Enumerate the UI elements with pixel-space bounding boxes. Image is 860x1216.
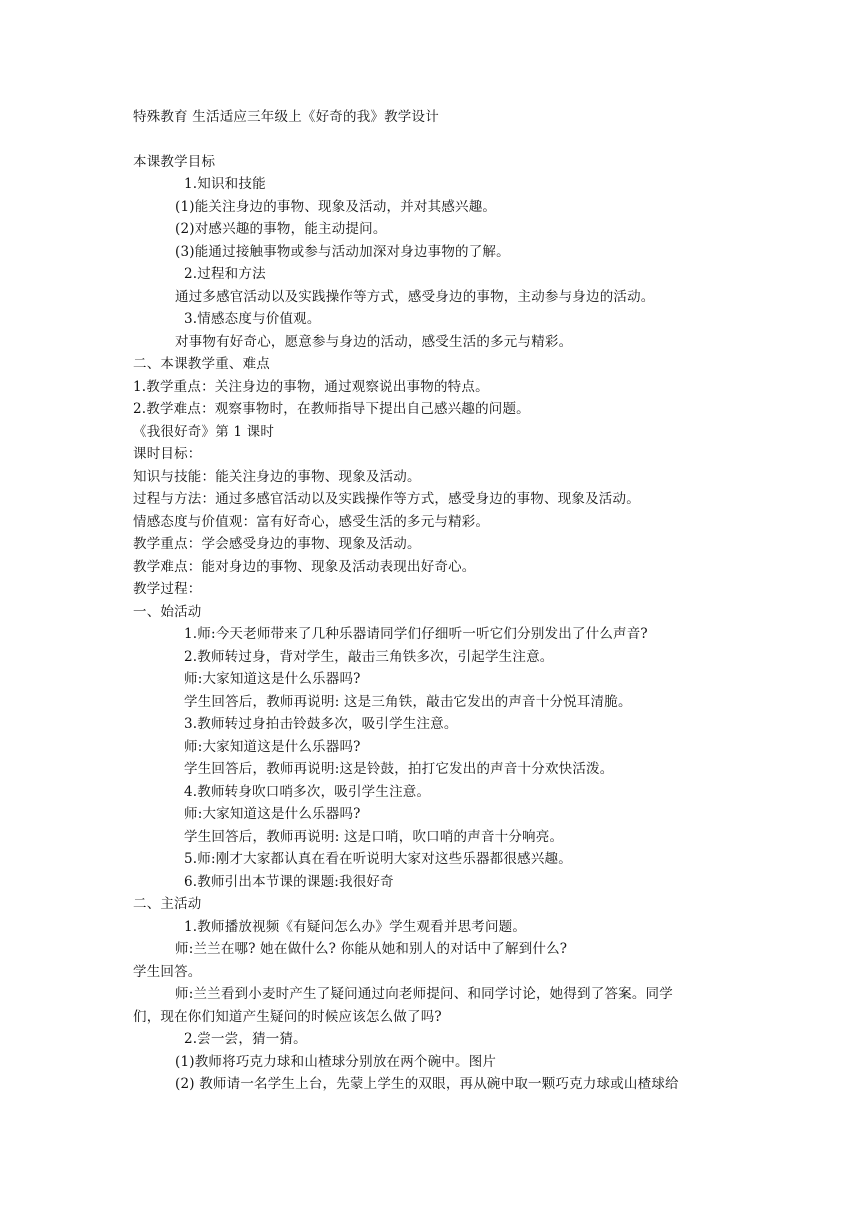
text-line: 3.教师转过身拍击铃鼓多次，吸引学生注意。 xyxy=(184,716,458,732)
text-line: 师:兰兰看到小麦时产生了疑问通过向老师提问、和同学讨论，她得到了答案。同学 xyxy=(175,986,673,1002)
text-line: 教学重点：学会感受身边的事物、现象及活动。 xyxy=(133,536,421,552)
text-line: 通过多感官活动以及实践操作等方式，感受身边的事物，主动参与身边的活动。 xyxy=(175,289,655,305)
text-line: 1.师:今天老师带来了几种乐器请同学们仔细听一听它们分别发出了什么声音? xyxy=(184,626,648,642)
text-line: (2) 教师请一名学生上台，先蒙上学生的双眼，再从碗中取一颗巧克力球或山楂球给 xyxy=(175,1076,679,1092)
text-line: 6.教师引出本节课的课题:我很好奇 xyxy=(184,874,394,890)
text-line: 情感态度与价值观：富有好奇心，感受生活的多元与精彩。 xyxy=(133,514,490,530)
text-line: 5.师:刚才大家都认真在看在听说明大家对这些乐器都很感兴趣。 xyxy=(184,851,572,867)
text-line: 2.尝一尝，猜一猜。 xyxy=(184,1031,307,1047)
text-line: 2.教学难点：观察事物时，在教师指导下提出自己感兴趣的问题。 xyxy=(133,401,530,417)
text-line: 过程与方法：通过多感官活动以及实践操作等方式，感受身边的事物、现象及活动。 xyxy=(133,491,640,507)
text-line: (1)教师将巧克力球和山楂球分别放在两个碗中。图片 xyxy=(175,1054,497,1070)
subsection-heading: 3.情感态度与价值观。 xyxy=(184,311,321,327)
lesson-heading: 《我很好奇》第 1 课时 xyxy=(133,424,275,440)
text-line: 4.教师转身吹口哨多次，吸引学生注意。 xyxy=(184,784,431,800)
text-line: 们，现在你们知道产生疑问的时候应该怎么做了吗? xyxy=(133,1009,442,1025)
text-line: 教学难点：能对身边的事物、现象及活动表现出好奇心。 xyxy=(133,559,476,575)
text-line: (1)能关注身边的事物、现象及活动，并对其感兴趣。 xyxy=(175,199,497,215)
text-line: 师:大家知道这是什么乐器吗? xyxy=(184,739,361,755)
text-line: 学生回答后，教师再说明: 这是口哨，吹口哨的声音十分响亮。 xyxy=(184,829,564,845)
text-line: 师:大家知道这是什么乐器吗? xyxy=(184,671,361,687)
text-line: (2)对感兴趣的事物，能主动提问。 xyxy=(175,221,387,237)
text-line: 1.教师播放视频《有疑问怎么办》学生观看并思考问题。 xyxy=(184,919,527,935)
text-line: (3)能通过接触事物或参与活动加深对身边事物的了解。 xyxy=(175,244,510,260)
section-heading: 二、本课教学重、难点 xyxy=(133,356,270,372)
text-line: 教学过程： xyxy=(133,581,202,597)
section-heading: 二、主活动 xyxy=(133,896,202,912)
text-line: 学生回答后，教师再说明: 这是三角铁，敲击它发出的声音十分悦耳清脆。 xyxy=(184,694,632,710)
section-heading: 本课教学目标 xyxy=(133,154,216,170)
text-line: 知识与技能：能关注身边的事物、现象及活动。 xyxy=(133,469,421,485)
subsection-heading: 1.知识和技能 xyxy=(184,176,266,192)
text-line: 学生回答。 xyxy=(133,964,202,980)
text-line: 学生回答后，教师再说明:这是铃鼓，拍打它发出的声音十分欢快活泼。 xyxy=(184,761,614,777)
document-title: 特殊教育 生活适应三年级上《好奇的我》教学设计 xyxy=(133,109,439,125)
text-line: 2.教师转过身，背对学生，敲击三角铁多次，引起学生注意。 xyxy=(184,649,554,665)
text-line: 课时目标： xyxy=(133,446,202,462)
text-line: 师:兰兰在哪? 她在做什么? 你能从她和别人的对话中了解到什么? xyxy=(175,941,568,957)
text-line: 1.教学重点：关注身边的事物，通过观察说出事物的特点。 xyxy=(133,379,489,395)
text-line: 对事物有好奇心，愿意参与身边的活动，感受生活的多元与精彩。 xyxy=(175,334,573,350)
section-heading: 一、始活动 xyxy=(133,604,202,620)
text-line: 师:大家知道这是什么乐器吗? xyxy=(184,806,361,822)
subsection-heading: 2.过程和方法 xyxy=(184,266,266,282)
